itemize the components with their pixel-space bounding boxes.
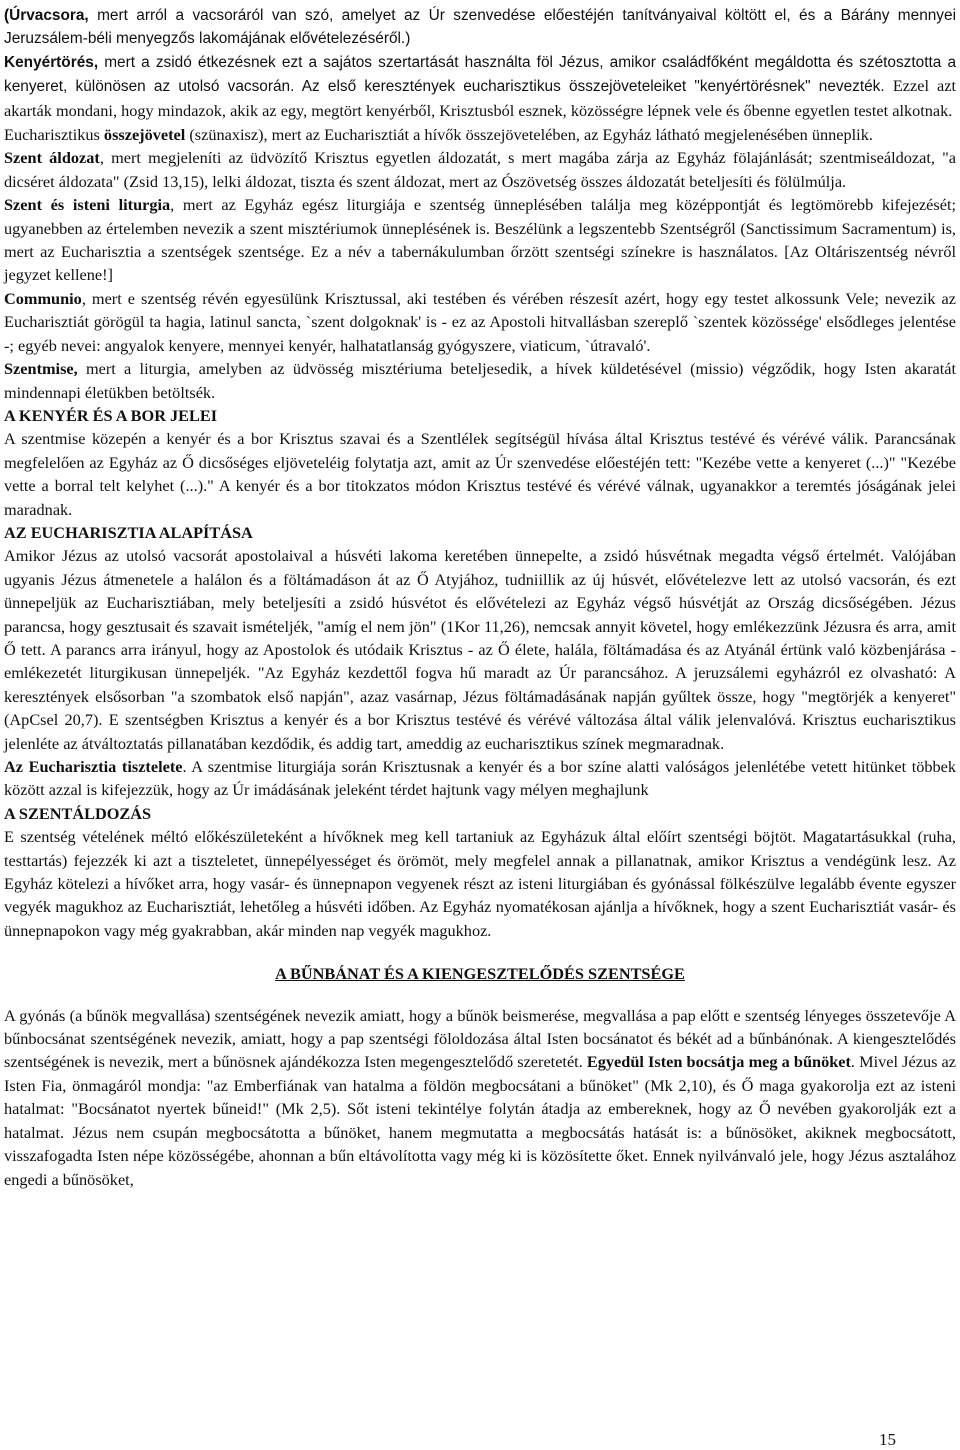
paragraph bbox=[4, 1004, 956, 1191]
text-run: mert arról a vacsoráról van szó, amelyet az Úr szenvedése előestéjén tanítványaival költött el, és a Bárány mennyei Jeruzsálem-béli menyegzős lakomájának elővételezéséről.) bbox=[4, 7, 956, 48]
paragraph bbox=[4, 4, 956, 51]
page-number: 15 bbox=[879, 1430, 896, 1449]
bold-term: Communio bbox=[4, 288, 82, 308]
bold-term: Kenyértörés, bbox=[4, 53, 99, 71]
document-body bbox=[4, 4, 956, 1191]
paragraph bbox=[4, 357, 956, 404]
text-run: Ezzel azt akarták mondani, hogy mindazok, akik az egy, megtört kenyérből, Krisztusból esznek, közösségre lépnek vele és őbenne egyetlen testet alkotnak. bbox=[4, 76, 956, 120]
text-run: , mert e szentség révén egyesülünk Krisztussal, aki testében és vérében részesít azért, hogy egy testet alkossunk Vele; nevezik az Eucharisztiát görögül ta hagia, latinul sancta, `szent dolgoknak' is - ez az Apostoli hitvallásban szereplő `szentek közössége' elsődleges jelentése -; egyéb nevei: angyalok kenyere, mennyei kenyér, halhatatlanság gyógyszere, viaticum, `útravaló'. bbox=[4, 288, 956, 355]
bold-term: Az Eucharisztia tisztelete bbox=[4, 757, 183, 776]
text-run: (szünaxisz), mert az Eucharisztiát a hívők összejövetelében, az Egyház látható megjelenésében ünneplik. bbox=[185, 125, 873, 145]
paragraph bbox=[4, 825, 956, 942]
text-run: . A szentmise liturgiája során Krisztusnak a kenyér és a bor színe alatti valóságos jelenlétébe vetett hitünket többek között azzal is kifejezzük, hogy az Úr imádásának jeleként térdet hajtunk vagy mélyen meghajlunk bbox=[4, 757, 957, 800]
bold-term: Szent áldozat bbox=[4, 148, 100, 168]
text-run: mert a zsidó étkezésnek ezt a sajátos szertartását használta föl Jézus, amikor családfőként megáldotta és szétosztotta a kenyeret, különösen az utolsó vacsorán. Az első keresztények eucharisztikus összejöveteleiket "kenyértörésnek" nevezték. bbox=[4, 53, 956, 96]
bold-term: Szent és isteni liturgia bbox=[4, 195, 171, 215]
paragraph bbox=[4, 287, 956, 357]
text-run: , mert az Egyház egész liturgiája e szentség ünneplésében találja meg középpontját és legtömörebb kifejezését; ugyanebben az értelemben nevezik a szent misztériumok ünneplésének is. Beszélünk a legszentebb Szentségről (Sanctissimum Sacramentum) is, mert az Eucharisztia a szentségek szentsége. Ez a név a tabernákulumban őrzött szentségi színekre is használatos. [Az Oltáriszentség névről jegyzet kellene!] bbox=[4, 195, 956, 285]
bold-term: Szentmise, bbox=[4, 359, 78, 379]
bold-term: (Úrvacsora, bbox=[4, 7, 89, 24]
text-run: E szentség vételének méltó előkészületeként a hívőknek meg kell tartaniuk az Egyházuk által előírt szentségi böjtöt. Magatartásukkal (ruha, testtartás) fejezzék ki azt a tiszteletet, ünnepélyességet és örömöt, mely megfelel annak a pillanatnak, amikor Krisztus a vendégünk lesz. Az Egyház kötelezi a hívőket arra, hogy vasár- és ünnepnapon vegyenek részt az isteni liturgiában és gyónással fölkészülve legalább évente egyszer vegyék magukhoz az Eucharisztiát, lehetőleg a húsvéti időben. Az Egyház nyomatékosan ajánlja a hívőknek, hogy a szent Eucharisztiát vasár- és ünnepnapokon vagy még gyakrabban, akár minden nap vegyék magukhoz. bbox=[4, 827, 956, 940]
paragraph bbox=[4, 193, 956, 287]
paragraph bbox=[4, 51, 956, 123]
text-run: . Mivel Jézus az Isten Fia, önmagáról mondja: "az Emberfiának van hatalma a földön megbocsátani a bűnöket" (Mk 2,10), és Ő maga gyakorolja ezt az isteni hatalmat: "Bocsánatot nyertek bűneid!" (Mk 2,5). Sőt isteni tekintélye folytán átadja az embereknek, hogy az Ő nevében gyakorolják ezt a hatalmat. Jézus nem csupán megbocsátotta a bűnöket, hanem megmutatta a megbocsátás hatását is: a bűnösöket, akiknek megbocsátott, visszafogadta Isten népe közösségébe, ahonnan a bűn eltávolította vagy még ki is közösítette őket. Ennek nyilvánvaló jele, hogy Jézus asztalához engedi a bűnösöket, bbox=[4, 1052, 957, 1189]
text-run: mert a liturgia, amelyben az üdvösség misztériuma beteljesedik, a hívek küldetésével (missio) végződik, hogy Isten akaratát mindennapi életükben betöltsék. bbox=[4, 359, 956, 402]
text-run: , mert megjeleníti az üdvözítő Krisztus egyetlen áldozatát, s mert magába zárja az Egyház fölajánlását; szentmiseáldozat, "a dicséret áldozata" (Zsid 13,15), lelki áldozat, tiszta és szent áldozat, mert az Ószövetség összes áldozatát beteljesíti és fölülmúlja. bbox=[4, 148, 957, 191]
text-run: Eucharisztikus bbox=[4, 125, 104, 145]
paragraph bbox=[4, 146, 956, 193]
paragraph bbox=[4, 755, 956, 802]
bold-term: összejövetel bbox=[103, 125, 186, 145]
text-run: A gyónás (a bűnök megvallása) szentségének nevezik amiatt, hogy a bűnök beismerése, megvallása a pap előtt e szentség lényeges összetevője A bűnbocsánat szentségének nevezik, amiatt, hogy a pap szentségi föloldozása által Isten bocsánatot és békét ad a bűnbánónak. A kiengesztelődés szentségének is nevezik, mert a bűnösnek ajándékozza Isten megengesztelődő szeretetét. bbox=[4, 1005, 956, 1072]
paragraph bbox=[4, 427, 956, 521]
text-run: A szentmise közepén a kenyér és a bor Krisztus szavai és a Szentlélek segítségül hívása által Krisztus testévé és vérévé válik. Parancsának megfelelően az Egyház az Ő dicsőséges eljöveteléig folytatja azt, amit az Úr szenvedése előestéjén tett: "Kezébe vette a kenyeret (...)" "Kezébe vette a borral telt kelyhet (...)." A kenyér és a bor titokzatos módon Krisztus testévé és vérévé válnak, ugyanakkor a teremtés jóságának jelei maradnak. bbox=[4, 429, 956, 519]
text-run: Amikor Jézus az utolsó vacsorát apostolaival a húsvéti lakoma keretében ünnepelte, a zsidó húsvétnak megadta végső értelmét. Valójában ugyanis Jézus átmenetele a halálon és a föltámadáson át az Ő Atyjához, tudniillik az új húsvét, elővételezve lett az utolsó vacsorán, és ezt ünnepeljük az Eucharisztiában, mely beteljesíti a zsidó húsvétot és elővételezi az Egyház végső húsvétját az Ország dicsőségében. Jézus parancsa, hogy gesztusait és szavait ismételjék, "amíg el nem jön" (1Kor 11,26), nemcsak annyit követel, hogy emlékezzünk Jézusra és arra, amit Ő tett. A parancs arra irányul, hogy az Apostolok és utódaik Krisztus - az Ő élete, halála, föltámadása és az Atyánál értünk való közbenjárása - emlékezetét liturgikusan ünnepeljék. "Az Egyház kezdettől fogva hű maradt az Úr parancsához. A jeruzsálemi egyházról ez olvasható: A keresztények elsősorban "a szombatok első napján", azaz vasárnap, Jézus föltámadásának napján gyűltek össze, hogy "megtörjék a kenyeret" (ApCsel 20,7). E szentségben Krisztus a kenyér és a bor Krisztus testévé és vérévé változása által válik jelenvalóvá. Krisztus eucharisztikus jelenléte az átváltoztatás pillanatában kezdődik, és addig tart, ameddig az eucharisztikus színek megmaradnak. bbox=[4, 546, 956, 753]
section-heading: AZ EUCHARISZTIA ALAPÍTÁSA bbox=[4, 522, 253, 542]
chapter-title: A BŰNBÁNAT ÉS A KIENGESZTELŐDÉS SZENTSÉGE bbox=[275, 964, 685, 984]
paragraph bbox=[4, 123, 956, 146]
paragraph bbox=[4, 544, 956, 755]
section-heading: A KENYÉR ÉS A BOR JELEI bbox=[4, 405, 218, 425]
section-heading: A SZENTÁLDOZÁS bbox=[4, 803, 152, 823]
bold-term: Egyedül Isten bocsátja meg a bűnöket bbox=[586, 1052, 851, 1072]
